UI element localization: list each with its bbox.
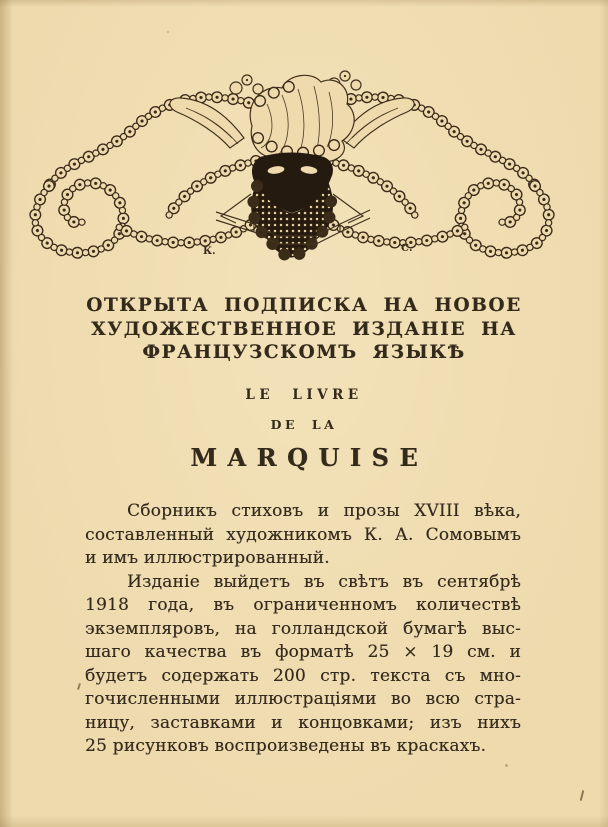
headpiece-vignette-illustration: [20, 66, 588, 268]
title-de-la: DE LA: [270, 417, 338, 432]
vignette-hair-pouf: [250, 75, 354, 166]
text-line: и имъ иллюстрированный.: [85, 548, 330, 568]
text-line: экземпляровъ, на голландской бумагѣ выс-: [85, 618, 521, 639]
paper-speck: [580, 790, 584, 801]
text-line: шаго качества въ форматѣ 25 × 19 см. и: [85, 642, 521, 662]
text-line: будетъ содержать 200 стр. текста съ мно-: [85, 665, 521, 686]
body-text: [85, 500, 521, 759]
text-line: ницу, заставками и концовками; изъ нихъ: [85, 712, 521, 733]
text-line: ОТКРЫТА ПОДПИСКА НА НОВОЕ: [86, 295, 522, 316]
title-marquise-text: MARQUISE: [190, 443, 429, 472]
vignette-garland-left: [35, 97, 264, 253]
paragraph-summary: [85, 500, 521, 571]
title-le-livre: LE LIVRE: [245, 387, 363, 403]
paper-speck: [505, 764, 508, 767]
paper-speck: [77, 683, 81, 690]
artist-initial-left: К.: [203, 246, 216, 257]
text-line: ФРАНЦУЗСКОМЪ ЯЗЫКѢ: [142, 342, 466, 363]
vignette-feather-left: [170, 98, 244, 148]
text-line: составленный художникомъ К. А. Сомовымъ: [85, 524, 521, 545]
text-line: 1918 года, въ ограниченномъ количествѣ: [85, 595, 521, 615]
text-line: гочисленными иллюстраціями во всю стра-: [85, 689, 521, 709]
text-line: 25 рисунковъ воспроизведены въ краскахъ.: [85, 736, 487, 756]
paragraph-edition-details: [85, 571, 521, 759]
paper-speck: [167, 31, 169, 33]
title-marquise: [0, 443, 608, 472]
text-line: Сборникъ стиховъ и прозы XVIII вѣка,: [127, 501, 521, 521]
artist-initial-right: С.: [401, 243, 413, 254]
text-line: Изданіе выйдетъ въ свѣтъ въ сентябрѣ: [127, 571, 521, 592]
subscription-announcement-heading: [0, 294, 608, 365]
text-line: ХУДОЖЕСТВЕННОЕ ИЗДАНІЕ НА: [91, 318, 517, 340]
